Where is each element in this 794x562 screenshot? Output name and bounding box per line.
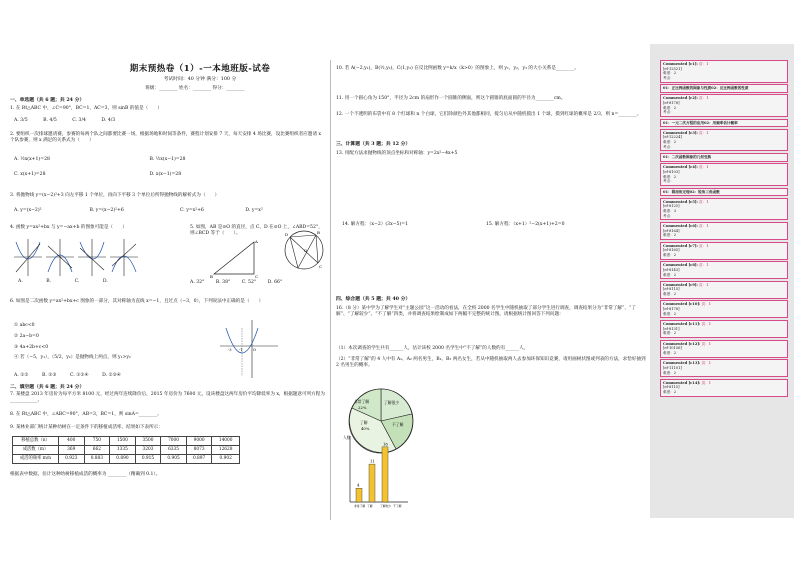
question-15: 15. 解方程：（x+1）²−2(x+1)+2=0 [486,222,565,227]
table-row [13,455,240,464]
bar-0 [356,488,362,502]
table-cell: 369 [59,446,85,455]
comment-box[interactable] [660,84,788,93]
bar-x-label-3: 不了解 [393,504,402,508]
q5-option-c: C. 52° [241,280,257,285]
bar-x-label-2: 了解较少 [380,504,392,508]
comment-box[interactable] [660,188,788,197]
comment-line: 考点： [663,76,674,81]
table-row [13,446,240,455]
comment-author: Commented [c9]: [663,282,698,287]
comment-line: 难度：2 [663,272,677,277]
comment-line: [ef-8115] [663,287,680,292]
comment-box[interactable] [660,129,788,152]
pie-pct-understand: 40% [361,426,370,431]
table-cell: 14000 [212,437,240,446]
bar-y-axis-label: 人数 [343,435,351,440]
comment-author: Commented [c5]: [663,199,698,204]
comment-page-tag: 页：1 [700,361,712,366]
comment-box[interactable] [660,222,788,240]
q3-option-b: B. y=(x−2)²+6 [89,208,124,213]
comment-head [663,190,785,195]
table-cell: 1500 [110,437,136,446]
question-13: 13. 用配方法求抛物线的顶点坐标和对称轴：y=2x²−4x+5 [336,151,458,156]
bar-value-label-1: 11 [370,458,375,464]
svg-text:O: O [304,248,308,253]
comment-line: 难度：2 [663,105,677,110]
question-16-part-1: （1）本次调查的学生共有______人，估计该校 2000 名学生中“不了解”的人数约有______人。 [336,346,529,351]
comment-author: Commented [c10]: [663,302,701,307]
comment-box[interactable] [660,261,788,279]
comment-author: 01：圆周角定理02：锐角三角函数 [663,189,720,194]
comment-box[interactable] [660,163,788,186]
comment-line: 难度：3 [663,208,677,213]
question-6-options [14,373,214,379]
comment-line: 难度：2 [663,390,677,395]
bar-x-label-0: 非常了解 [354,504,366,508]
comment-line: 难度：2 [663,370,677,375]
svg-text:B: B [317,230,320,235]
comment-line: 难度：2 [663,292,677,297]
table-cell: 3500 [135,437,161,446]
comment-page-tag: 页：1 [697,199,709,204]
comment-line: 难度：2 [663,331,677,336]
comment-line: 考点： [663,179,674,184]
comment-box[interactable] [660,359,788,377]
question-3-options [14,208,324,214]
q5-option-d: D. 66° [267,280,283,285]
table-cell: 0.915 [135,455,161,464]
q3-option-a: A. y=(x−2)² [14,208,42,213]
q6-option-c: C. ①②④ [69,373,89,378]
circle-o-figure [280,226,328,274]
comment-line: [ef-8143] [663,267,680,272]
q3-option-d: D. y=x² [245,208,263,213]
comment-line: [ef-12521] [663,66,682,71]
comment-line: 考点： [663,213,674,218]
q6-option-d: D. ②③④ [102,373,121,378]
q1-option-d: D. 4/3 [101,118,116,123]
q4-graph-a [14,239,42,276]
comment-line: [ef-8164] [663,228,680,233]
comment-line: [ef-8178] [663,101,680,106]
comment-line: [ef-8178] [663,307,680,312]
comment-page-tag: 页：1 [697,243,709,248]
question-9-tail: 根据表中数据，估计这种幼树移植成活的概率为 ________（精确到 0.1）。 [10,472,161,477]
q5-option-b: B. 38° [215,280,231,285]
q4-graph-d [110,239,138,276]
q4-graph-c [78,239,106,276]
q1-option-a: A. 3/5 [14,118,28,123]
table-cell: 1335 [110,446,136,455]
comment-line: 难度：2 [663,174,677,179]
question-10: 10. 若 A(−2,y₁)，B(½,y₂)，C(1,y₃) 在反比例函数 y=k/x（k>0）的图象上，则 y₁，y₂，y₃ 的大小关系是________。 [336,66,579,71]
q6-option-b: B. ②③ [41,373,57,378]
comment-author: Commented [c1]: [663,62,698,66]
comment-line: [ef-11101] [663,365,682,370]
pie-label-not-understand: 不了解 [392,422,404,427]
student-info-line: 班级：________ 姓名：________ 得分：________ [145,86,245,91]
question-5-options [190,280,325,286]
section-4-heading: 四、综合题（共 5 题；共 40 分） [336,296,411,302]
table-cell: 662 [84,446,110,455]
q6-option-a: A. ①② [14,373,29,378]
pie-label-understand: 了解 [360,420,368,425]
survey-bar-chart [342,432,412,514]
q5-option-a: A. 32° [190,280,205,285]
comment-page-tag: 页：1 [697,62,709,66]
question-16-part-2: （2）“非常了解”的 4 人中有 A₁、A₂ 两名男生，B₁、B₂ 两名女生，若从中随机抽取两人去参加环保知识竞赛，请用画树状图或列表的方法，求恰好抽到 2 名男生的概率。 [336,357,646,369]
q2-option-b: B. ½x(x−1)=28 [149,157,186,162]
comment-page-tag: 页：1 [697,96,709,101]
comment-line: 考点： [663,110,674,115]
table-cell: 3203 [135,446,161,455]
question-2-options-cd [14,172,324,178]
q1-option-b: B. 4/5 [43,118,57,123]
svg-text:-3: -3 [228,348,232,352]
table-cell: 750 [84,437,110,446]
comment-author: Commented [c13]: [663,361,701,366]
question-2: 2. 要组织一次排球邀请赛，参赛的每两个队之间都要比赛一场，根据场地和时间等条件，赛程计划安排 7 天，每天安排 4 场比赛，设比赛组织者应邀请 x 个队参赛，则 x 满足的关系式为（ ） [10,132,321,144]
comment-author: 01：二次函数图象的几何变换 [663,155,712,160]
comment-author: 01：一元二次方程的应用02：用频率估计概率 [663,120,738,125]
svg-text:C: C [319,264,323,269]
question-4: 4. 函数 y=ax²+bx 与 y=−ax+b 的图象可能是（ ） [10,225,127,230]
comment-box[interactable] [660,281,788,299]
table-row-header: 移植总数（n） [13,437,59,446]
comment-box[interactable] [660,379,788,397]
comment-head [663,121,785,126]
comment-author: Commented [c4]: [663,165,698,170]
exam-title: 期末预热卷（1）-一本地班版-试卷 [129,64,271,74]
comment-line: [ef-8165] [663,248,680,253]
table-cell: 0.923 [59,455,85,464]
q6-statement-1: ① abc<0 [14,323,35,328]
comment-box[interactable] [660,60,788,83]
q4-option-a: A. [18,279,23,284]
question-1: 1. 在 Rt△ABC 中，∠C=90°，BC=1，AC=3，则 sinB 的值是（ ） [10,106,162,111]
q6-statement-3: ③ 4a+2b+c<0 [14,345,49,350]
comment-author: Commented [c14]: [663,380,701,385]
comment-author: Commented [c6]: [663,224,698,228]
svg-text:C: C [255,274,259,278]
table-cell: 8073 [186,446,212,455]
bar-2 [382,447,388,502]
comment-page-tag: 页：1 [700,380,712,385]
comment-page-tag: 页：1 [697,263,709,268]
comment-author: Commented [c11]: [663,322,701,326]
question-9: 9. 某林业部门统计某种幼树在一定条件下的移植成活率，结果如下表所示： [10,425,163,430]
svg-text:-1: -1 [239,348,243,352]
comment-line: [ef-8125] [663,204,680,209]
question-1-options [14,118,324,124]
table-cell: 0.883 [84,455,110,464]
comment-line: 难度：2 [663,140,677,145]
q4-option-d: D. [102,279,108,284]
comment-box[interactable] [660,300,788,318]
comment-author: Commented [c3]: [663,130,698,135]
comment-author: Commented [c8]: [663,263,698,268]
pie-label-very-understand: 非常了解 [354,399,370,404]
table-row-header: 成活的频率 m/n [13,455,59,464]
table-cell: 12628 [212,446,240,455]
question-7: 7. 某楼盘 2013 年房价为每平方米 8100 元，经过两年连续降价后，2015 年房价为 7600 元，设该楼盘这两年房价平均降低率为 x，根据题意可列方程为 ____________。 [10,392,325,404]
pie-label-understand-little: 了解很少 [384,400,400,405]
comment-author: Commented [c2]: [663,96,698,101]
q6-statement-2: ② 2a−b=0 [14,334,39,339]
parabola-figure [218,318,280,380]
q4-function-graphs [12,236,142,278]
comment-page-tag: 页：1 [697,130,709,135]
comment-box[interactable] [660,320,788,338]
pie-pct-very-understand: 22% [358,405,367,410]
q2-option-d: D. x(x−1)=28 [149,172,182,177]
comment-line: [ef-10156] [663,346,682,351]
section-3-heading: 三、计算题（共 3 题；共 12 分） [336,141,411,147]
comment-head [663,86,785,91]
table-cell: 6335 [161,446,187,455]
bar-1 [369,464,375,502]
question-16: 16.（8 分）某中学为了解学生对“主题公园”这一活动的看法，在全校 2000 名学生中随机抽取了部分学生进行调查，调查结果分为“非常了解”、“了解”、“了解较少”、“不了解”四类，并将调查结果绘制成如下两幅不完整的统计图。请根据统计图回答下列问题： [336,306,636,318]
svg-text:B: B [210,274,213,278]
question-3: 3. 将抛物线 y=(x−2)²+3 向左平移 1 个单位，再向下平移 3 个单位后所得抛物线的解析式为（ ） [10,193,220,198]
comment-box[interactable] [660,119,788,128]
q2-option-c: C. x(x+1)=28 [14,172,46,177]
table-row-header: 成活数（m） [13,446,59,455]
comment-line: 难度：2 [663,252,677,257]
comment-page-tag: 页：1 [700,322,712,326]
q4-option-c: C. [74,279,80,284]
svg-text:D: D [285,232,289,237]
q4-option-b: B. [46,279,52,284]
comment-author: Commented [c7]: [663,243,698,248]
question-11: 11. 用一个圆心角为 150°，半径为 2cm 的扇形作一个圆锥的侧面，则这个圆锥的底面圆的半径为________cm。 [336,96,566,101]
table-cell: 0.902 [212,455,240,464]
comment-box[interactable] [660,242,788,260]
question-8: 8. 在 Rt△ABC 中，∠ABC=90°，AB=3，BC=1，则 sinA=________。 [10,412,162,417]
section-1-heading: 一、单选题（共 6 题；共 24 分） [10,97,85,103]
comment-line: [ef-8103] [663,169,680,174]
comment-page-tag: 页：1 [697,224,709,228]
svg-text:A: A [255,239,258,244]
comment-author: 01：正比例函数的图象与性质02：反比例函数的性质 [663,86,749,91]
table-cell: 400 [59,437,85,446]
comment-line: 难度：2 [663,71,677,76]
question-6: 6. 如图是二次函数 y=ax²+bx+c 图象的一部分，其对称轴为直线 x=−1，且过点（−3，0），下列说法中正确的是（ ） [10,299,264,304]
bar-value-label-0: 4 [357,482,360,488]
question-4-options [18,279,148,285]
question-12: 12. 一个不透明的布袋中有 8 个红球和 n 个白球，它们除颜色外其他都相同，搅匀后从中随机摸出 1 个球，摸到红球的概率是 2/3，则 n=________。 [336,112,642,117]
question-2-options-ab [14,157,324,163]
column-divider [330,60,331,520]
comment-page-tag: 页：1 [697,165,709,170]
q6-statement-4: ④ 若（−5，y₁），（5/2，y₂）是抛物线上两点，则 y₁>y₂ [14,355,131,360]
survival-rate-table [12,436,240,464]
comment-line: 考点： [663,144,674,149]
question-5: 5. 如图，AB 是⊙O 的直径，点 C、D 在⊙O 上，∠ABD=52°，则∠BCD 等于（ ）。 [190,225,323,237]
comment-page-tag: 页：1 [700,341,712,346]
question-14: 14. 解方程：（x−2）(3x−5)=1 [342,222,409,227]
comment-author: Commented [c12]: [663,341,701,346]
comment-page-tag: 页：1 [700,302,712,307]
comment-line: 难度：2 [663,350,677,355]
q4-graph-b [46,239,74,276]
q2-option-a: A. ½x(x+1)=28 [14,157,50,162]
comment-line: [ef-8115] [663,385,680,390]
exam-time-score: 考试时间：40 分钟 满分：100 分 [163,77,237,82]
comment-page-tag: 页：1 [697,282,709,287]
comment-line: 难度：2 [663,233,677,238]
table-cell: 0.905 [161,455,187,464]
comment-line: [ef-8131] [663,326,680,331]
section-2-heading: 二、填空题（共 6 题；共 24 分） [10,384,85,390]
bar-x-label-1: 了解 [367,504,373,508]
comment-line: [ef-12224] [663,135,682,140]
right-triangle-figure [210,238,260,278]
table-row [13,437,240,446]
bar-value-label-2: 16 [383,441,388,447]
table-cell: 0.897 [186,455,212,464]
table-cell: 0.890 [110,455,136,464]
comment-box[interactable] [660,94,788,117]
comment-line: 难度：2 [663,311,677,316]
comment-box[interactable] [660,198,788,221]
svg-text:O: O [253,348,256,352]
q3-option-c: C. y=x²+6 [179,208,204,213]
comment-box[interactable] [660,340,788,358]
comment-head [663,155,785,160]
table-cell: 9000 [186,437,212,446]
table-cell: 7000 [161,437,187,446]
q1-option-c: C. 3/4 [72,118,86,123]
comment-box[interactable] [660,153,788,162]
